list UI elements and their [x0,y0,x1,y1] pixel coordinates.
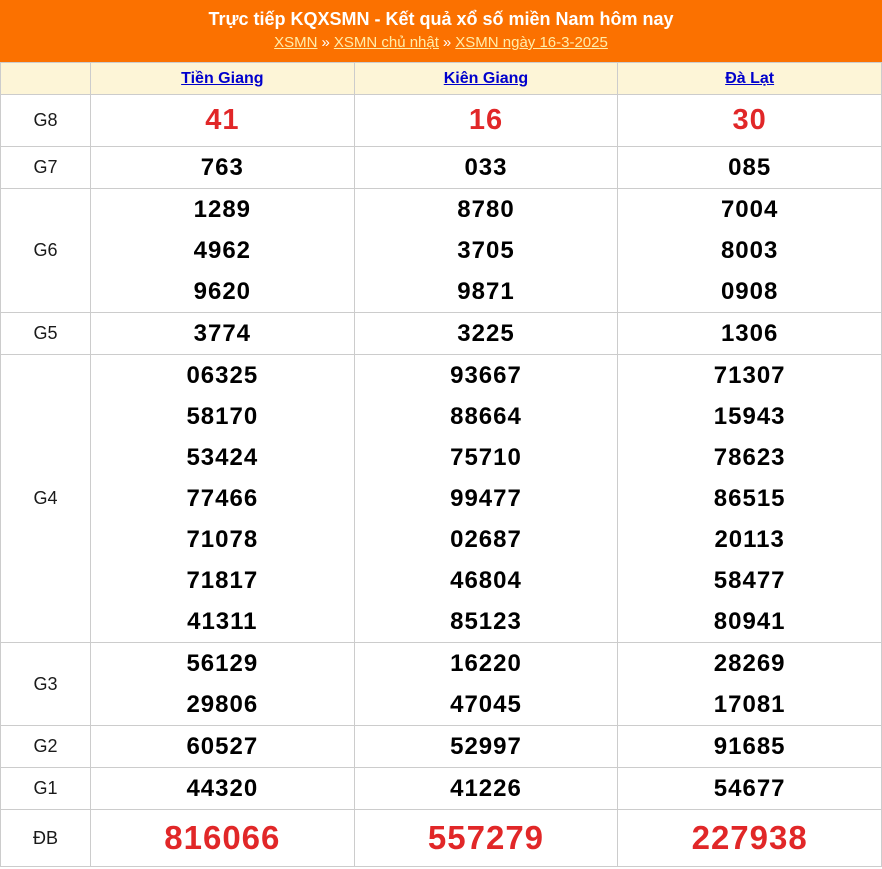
province-header-cell [91,63,355,95]
prize-values-cell [618,313,882,355]
corner-cell [1,63,91,95]
prize-label: G2 [1,726,91,768]
prize-values-cell [354,189,618,313]
prize-values-cell [618,643,882,726]
prize-label: G6 [1,189,91,313]
prize-number: 085 [728,154,772,181]
prize-values-cell [354,768,618,810]
prize-number: 8003 [720,237,779,264]
prize-row-G2 [1,726,882,768]
prize-values-cell [91,313,355,355]
prize-row-G5 [1,313,882,355]
prize-number: 02687 [450,526,522,553]
lottery-results-table [0,62,882,867]
prize-row-ĐB [1,810,882,867]
prize-values-cell [354,355,618,643]
prize-number: 71307 [713,362,786,389]
prize-values-cell [618,810,882,867]
prize-number: 816066 [164,819,281,856]
prize-values-cell [618,95,882,147]
prize-number: 46804 [450,567,522,594]
prize-values-cell [618,768,882,810]
prize-number: 41226 [450,775,522,802]
prize-number: 85123 [450,608,522,635]
prize-number: 15943 [713,403,786,430]
prize-values-cell [91,643,355,726]
prize-row-G7 [1,147,882,189]
prize-number: 3705 [457,237,515,264]
prize-row-G3 [1,643,882,726]
prize-number: 44320 [186,775,259,802]
prize-number: 06325 [186,362,259,389]
prize-number: 78623 [713,444,786,471]
prize-label: G7 [1,147,91,189]
prize-number: 7004 [720,196,779,223]
prize-values-cell [354,147,618,189]
prize-values-cell [618,355,882,643]
prize-label: ĐB [1,810,91,867]
prize-number: 60527 [186,733,259,760]
prize-values-cell [91,355,355,643]
page-header [0,0,882,62]
province-link[interactable]: Tiền Giang [181,69,264,87]
prize-number: 30 [732,104,767,136]
breadcrumb-link[interactable]: XSMN [274,34,318,51]
page-title: Trực tiếp KQXSMN - Kết quả xổ số miền Nam hôm nay [208,9,674,29]
prize-number: 91685 [713,733,786,760]
prize-number: 3774 [193,320,252,347]
prize-number: 9620 [193,278,252,305]
breadcrumb-separator: » [321,34,330,51]
prize-number: 71078 [186,526,259,553]
prize-number: 17081 [713,691,786,718]
province-link[interactable]: Đà Lạt [725,69,775,87]
prize-number: 54677 [713,775,786,802]
prize-number: 56129 [186,650,259,677]
province-link[interactable]: Kiên Giang [443,69,529,87]
prize-values-cell [354,313,618,355]
prize-values-cell [354,95,618,147]
prize-label: G3 [1,643,91,726]
prize-values-cell [91,726,355,768]
prize-number: 0908 [720,278,779,305]
breadcrumb-link[interactable]: XSMN chủ nhật [333,34,439,51]
prize-number: 88664 [450,403,522,430]
prize-number: 763 [200,154,244,181]
prize-label: G8 [1,95,91,147]
prize-number: 1289 [193,196,252,223]
prize-number: 20113 [714,526,785,553]
breadcrumb-link[interactable]: XSMN ngày 16-3-2025 [455,34,608,51]
prize-number: 41 [205,104,240,136]
prize-values-cell [91,95,355,147]
results-body [1,95,882,867]
prize-number: 75710 [450,444,522,471]
prize-number: 9871 [457,278,515,305]
prize-number: 4962 [193,237,252,264]
prize-values-cell [618,726,882,768]
prize-number: 53424 [186,444,259,471]
prize-number: 41311 [187,608,258,635]
prize-label: G5 [1,313,91,355]
breadcrumb-separator: » [442,34,452,51]
prize-number: 28269 [713,650,786,677]
province-header-cell [618,63,882,95]
prize-row-G6 [1,189,882,313]
prize-values-cell [354,643,618,726]
prize-values-cell [354,810,618,867]
prize-number: 99477 [450,485,522,512]
prize-number: 71817 [186,567,259,594]
prize-number: 16220 [450,650,522,677]
prize-number: 227938 [691,819,808,856]
prize-number: 52997 [450,733,522,760]
prize-values-cell [618,147,882,189]
prize-number: 033 [464,154,508,181]
breadcrumb [0,33,882,53]
prize-number: 86515 [713,485,786,512]
prize-row-G8 [1,95,882,147]
province-header-row [1,63,882,95]
prize-number: 3225 [457,320,515,347]
prize-values-cell [354,726,618,768]
prize-number: 557279 [427,819,545,856]
prize-values-cell [91,810,355,867]
prize-values-cell [91,768,355,810]
prize-values-cell [91,147,355,189]
prize-number: 58170 [186,403,259,430]
prize-number: 93667 [450,362,522,389]
prize-values-cell [618,189,882,313]
prize-number: 8780 [457,196,515,223]
prize-row-G1 [1,768,882,810]
prize-number: 29806 [186,691,259,718]
province-header-cell [354,63,618,95]
prize-number: 58477 [713,567,786,594]
prize-row-G4 [1,355,882,643]
prize-number: 16 [468,104,504,136]
prize-number: 77466 [186,485,259,512]
prize-values-cell [91,189,355,313]
prize-label: G4 [1,355,91,643]
prize-number: 1306 [720,320,779,347]
prize-number: 80941 [713,608,786,635]
prize-label: G1 [1,768,91,810]
prize-number: 47045 [450,691,522,718]
